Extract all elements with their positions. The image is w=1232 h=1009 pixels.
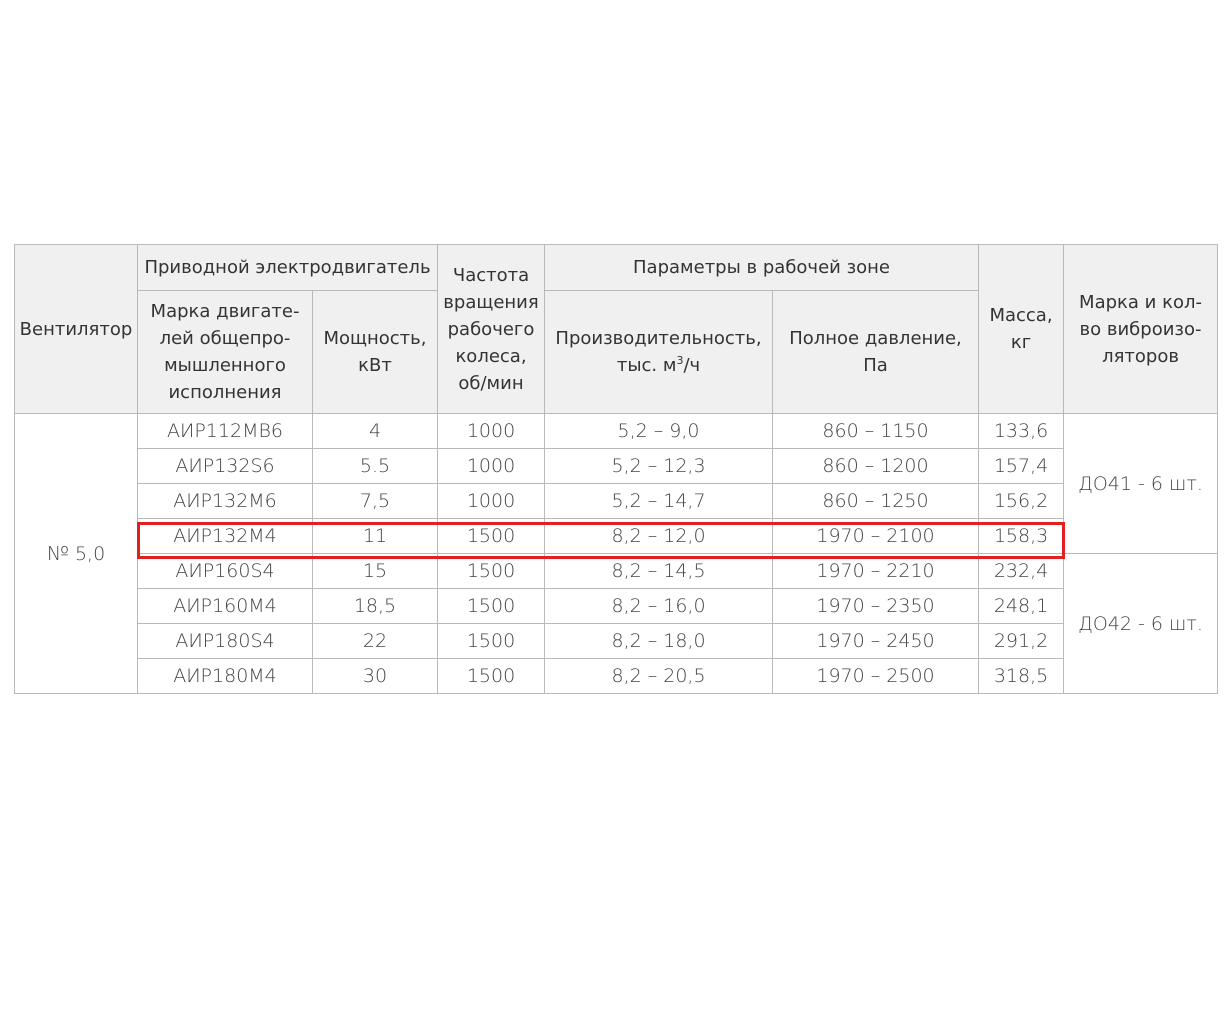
capacity-cell: 8,2 – 18,0 bbox=[545, 624, 773, 659]
pressure-cell: 1970 – 2350 bbox=[773, 589, 979, 624]
power-cell: 7,5 bbox=[313, 484, 438, 519]
header-rotation bbox=[438, 245, 545, 414]
header-capacity bbox=[545, 291, 773, 414]
header-pressure-line: Полное давление, bbox=[789, 328, 962, 349]
pressure-cell: 1970 – 2500 bbox=[773, 659, 979, 694]
header-work-zone-label: Параметры в рабочей зоне bbox=[633, 257, 890, 278]
mass-cell: 158,3 bbox=[979, 519, 1064, 554]
capacity-cell: 8,2 – 12,0 bbox=[545, 519, 773, 554]
power-cell: 11 bbox=[313, 519, 438, 554]
isolators-cell: ДО41 - 6 шт. bbox=[1064, 414, 1218, 554]
motor-cell: АИР132S6 bbox=[138, 449, 313, 484]
capacity-cell: 5,2 – 9,0 bbox=[545, 414, 773, 449]
pressure-cell: 1970 – 2210 bbox=[773, 554, 979, 589]
rpm-cell: 1500 bbox=[438, 519, 545, 554]
motor-cell: АИР132М4 bbox=[138, 519, 313, 554]
pressure-cell: 1970 – 2100 bbox=[773, 519, 979, 554]
table-row-highlighted bbox=[15, 519, 1218, 554]
motor-cell: АИР132М6 bbox=[138, 484, 313, 519]
table-row bbox=[15, 449, 1218, 484]
pressure-cell: 860 – 1250 bbox=[773, 484, 979, 519]
header-mass-line: кг bbox=[1010, 332, 1032, 353]
header-motor-brand-line: исполнения bbox=[168, 382, 282, 403]
header-pressure bbox=[773, 291, 979, 414]
fan-number-cell: № 5,0 bbox=[15, 414, 138, 694]
header-power-line: Мощность, bbox=[323, 328, 427, 349]
table-row bbox=[15, 589, 1218, 624]
header-capacity-prefix: тыс. м bbox=[616, 355, 677, 376]
power-cell: 4 bbox=[313, 414, 438, 449]
header-motor-brand-line: Марка двигате- bbox=[150, 301, 300, 322]
rpm-cell: 1000 bbox=[438, 449, 545, 484]
rpm-cell: 1000 bbox=[438, 414, 545, 449]
header-isolators-line: ляторов bbox=[1102, 345, 1179, 367]
rpm-cell: 1500 bbox=[438, 554, 545, 589]
capacity-cell: 5,2 – 14,7 bbox=[545, 484, 773, 519]
pressure-cell: 860 – 1200 bbox=[773, 449, 979, 484]
header-work-zone bbox=[545, 245, 979, 291]
header-pressure-line: Па bbox=[863, 355, 888, 376]
power-cell: 30 bbox=[313, 659, 438, 694]
header-fan-label: Вентилятор bbox=[19, 318, 133, 340]
header-mass-line: Масса, bbox=[989, 305, 1053, 326]
rpm-cell: 1500 bbox=[438, 589, 545, 624]
header-isolators-line: во виброизо- bbox=[1079, 318, 1202, 340]
motor-cell: АИР180S4 bbox=[138, 624, 313, 659]
mass-cell: 248,1 bbox=[979, 589, 1064, 624]
header-rotation-line: рабочего bbox=[447, 318, 535, 340]
header-rotation-line: колеса, bbox=[455, 345, 527, 367]
capacity-cell: 5,2 – 12,3 bbox=[545, 449, 773, 484]
header-capacity-suffix: /ч bbox=[683, 355, 701, 376]
motor-cell: АИР160S4 bbox=[138, 554, 313, 589]
mass-cell: 232,4 bbox=[979, 554, 1064, 589]
mass-cell: 156,2 bbox=[979, 484, 1064, 519]
capacity-cell: 8,2 – 14,5 bbox=[545, 554, 773, 589]
rpm-cell: 1500 bbox=[438, 659, 545, 694]
header-isolators bbox=[1064, 245, 1218, 414]
header-fan bbox=[15, 245, 138, 414]
header-rotation-line: Частота bbox=[452, 264, 530, 286]
pressure-cell: 1970 – 2450 bbox=[773, 624, 979, 659]
header-isolators-line: Марка и кол- bbox=[1079, 291, 1202, 313]
header-drive-motor bbox=[138, 245, 438, 291]
header-motor-brand-line: лей общепро- bbox=[159, 328, 291, 349]
mass-cell: 291,2 bbox=[979, 624, 1064, 659]
rpm-cell: 1500 bbox=[438, 624, 545, 659]
table-row bbox=[15, 554, 1218, 589]
capacity-cell: 8,2 – 16,0 bbox=[545, 589, 773, 624]
header-rotation-line: вращения bbox=[443, 291, 539, 313]
rpm-cell: 1000 bbox=[438, 484, 545, 519]
power-cell: 5.5 bbox=[313, 449, 438, 484]
header-motor-brand-line: мышленного bbox=[164, 355, 286, 376]
header-drive-motor-label: Приводной электродвигатель bbox=[144, 257, 431, 278]
header-capacity-sup: 3 bbox=[676, 354, 684, 367]
motor-cell: АИР112МВ6 bbox=[138, 414, 313, 449]
power-cell: 18,5 bbox=[313, 589, 438, 624]
pressure-cell: 860 – 1150 bbox=[773, 414, 979, 449]
capacity-cell: 8,2 – 20,5 bbox=[545, 659, 773, 694]
table-row bbox=[15, 624, 1218, 659]
fan-spec-table bbox=[14, 244, 1218, 694]
header-mass bbox=[979, 245, 1064, 414]
isolators-cell: ДО42 - 6 шт. bbox=[1064, 554, 1218, 694]
power-cell: 15 bbox=[313, 554, 438, 589]
header-power-line: кВт bbox=[358, 355, 392, 376]
power-cell: 22 bbox=[313, 624, 438, 659]
header-capacity-line: Производительность, bbox=[555, 328, 762, 349]
mass-cell: 133,6 bbox=[979, 414, 1064, 449]
table-row bbox=[15, 659, 1218, 694]
table-row bbox=[15, 414, 1218, 449]
table-row bbox=[15, 484, 1218, 519]
header-power bbox=[313, 291, 438, 414]
mass-cell: 157,4 bbox=[979, 449, 1064, 484]
motor-cell: АИР180М4 bbox=[138, 659, 313, 694]
header-motor-brand bbox=[138, 291, 313, 414]
header-rotation-line: об/мин bbox=[458, 372, 524, 394]
motor-cell: АИР160М4 bbox=[138, 589, 313, 624]
mass-cell: 318,5 bbox=[979, 659, 1064, 694]
